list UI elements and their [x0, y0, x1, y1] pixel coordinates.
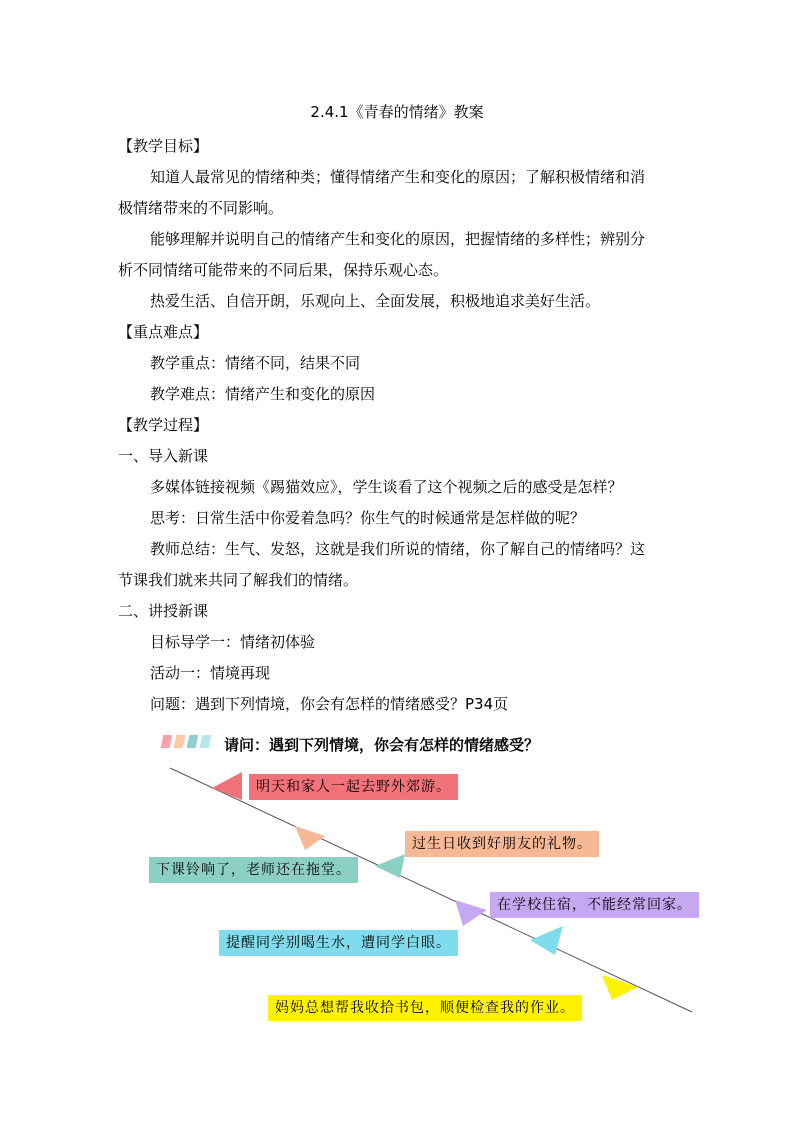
part1-p2: 思考：日常生活中你爱着急吗？你生气的时候通常是怎样做的呢？	[150, 509, 586, 527]
page-title: 2.4.1《青春的情绪》教案	[310, 103, 484, 121]
goal2-line2: 析不同情绪可能带来的不同后果，保持乐观心态。	[118, 261, 449, 279]
part1-heading: 一、导入新课	[118, 447, 209, 465]
goal3: 热爱生活、自信开朗，乐观向上、全面发展，积极地追求美好生活。	[150, 292, 601, 310]
figure-title: 请问：遇到下列情境，你会有怎样的情绪感受？	[224, 736, 540, 754]
part1-p3-line2: 节课我们就来共同了解我们的情绪。	[118, 571, 359, 589]
situation-6: 妈妈总想帮我收拾书包，顺便检查我的作业。	[268, 995, 582, 1021]
difficulty: 教学难点：情绪产生和变化的原因	[150, 385, 376, 403]
target1: 目标导学一：情绪初体验	[150, 633, 316, 651]
activity1: 活动一：情境再现	[150, 664, 271, 682]
timeline-line	[170, 768, 692, 1012]
flag-1	[212, 772, 242, 800]
situation-3: 下课铃响了，老师还在拖堂。	[149, 857, 358, 883]
situation-5: 提醒同学别喝生水，遭同学白眼。	[219, 930, 458, 956]
key-heading: 【重点难点】	[118, 323, 209, 341]
goal2-line1: 能够理解并说明自己的情绪产生和变化的原因，把握情绪的多样性；辨别分	[150, 230, 646, 248]
question: 问题：遇到下列情境，你会有怎样的情绪感受？P34页	[150, 695, 509, 713]
situation-2: 过生日收到好朋友的礼物。	[405, 831, 599, 857]
goals-heading: 【教学目标】	[118, 137, 209, 155]
situation-1: 明天和家人一起去野外郊游。	[249, 774, 458, 800]
part1-p1: 多媒体链接视频《踢猫效应》，学生谈看了这个视频之后的感受是怎样？	[150, 478, 623, 496]
flag-5	[530, 926, 563, 955]
key-point: 教学重点：情绪不同，结果不同	[150, 354, 361, 372]
flag-2	[295, 826, 325, 850]
part2-heading: 二、讲授新课	[118, 602, 209, 620]
flag-4	[455, 900, 487, 926]
goal1-line2: 极情绪带来的不同影响。	[118, 199, 284, 217]
situation-4: 在学校住宿，不能经常回家。	[490, 892, 699, 918]
part1-p3-line1: 教师总结：生气、发怒，这就是我们所说的情绪，你了解自己的情绪吗？这	[150, 540, 646, 558]
flag-3	[375, 854, 405, 878]
process-heading: 【教学过程】	[118, 416, 209, 434]
goal1-line1: 知道人最常见的情绪种类；懂得情绪产生和变化的原因；了解积极情绪和消	[150, 168, 646, 186]
